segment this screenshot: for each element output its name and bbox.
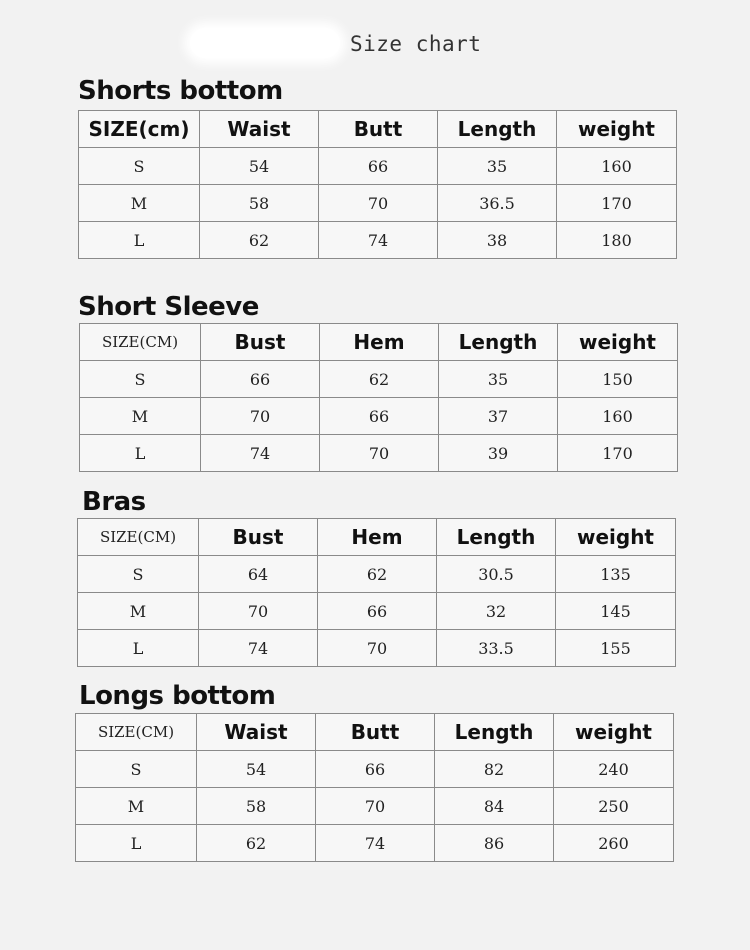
column-header: SIZE(cm): [79, 111, 200, 148]
column-header: Waist: [197, 714, 316, 751]
column-header: Butt: [316, 714, 435, 751]
table-cell: S: [80, 361, 201, 398]
table-cell: 70: [199, 593, 318, 630]
size-table-longs-bottom: [75, 713, 674, 862]
table-cell: 86: [435, 825, 554, 862]
table-row: [79, 222, 677, 259]
table-cell: 62: [320, 361, 439, 398]
column-header: Length: [439, 324, 558, 361]
table-row: [80, 435, 678, 472]
column-header: Butt: [319, 111, 438, 148]
table-cell: 70: [316, 788, 435, 825]
table-header-row: [76, 714, 674, 751]
table-cell: 58: [197, 788, 316, 825]
blurred-logo: [190, 28, 340, 58]
table-cell: 35: [439, 361, 558, 398]
table-cell: M: [78, 593, 199, 630]
table-cell: 62: [318, 556, 437, 593]
table-cell: S: [79, 148, 200, 185]
table-cell: 70: [201, 398, 320, 435]
table-cell: 145: [556, 593, 676, 630]
table-cell: 240: [554, 751, 674, 788]
table-cell: 135: [556, 556, 676, 593]
table-cell: 70: [318, 630, 437, 667]
table-row: [78, 556, 676, 593]
page-title: Size chart: [350, 32, 482, 56]
table-cell: 54: [200, 148, 319, 185]
table-cell: 39: [439, 435, 558, 472]
table-cell: 33.5: [437, 630, 556, 667]
table-cell: 66: [201, 361, 320, 398]
table-cell: S: [76, 751, 197, 788]
table-cell: 74: [316, 825, 435, 862]
table-cell: 62: [200, 222, 319, 259]
table-row: [80, 398, 678, 435]
column-header: SIZE(CM): [78, 519, 199, 556]
table-cell: 30.5: [437, 556, 556, 593]
table-row: [79, 148, 677, 185]
table-cell: L: [80, 435, 201, 472]
table-cell: 64: [199, 556, 318, 593]
table-cell: 66: [319, 148, 438, 185]
table-cell: 70: [319, 185, 438, 222]
table-cell: 54: [197, 751, 316, 788]
table-cell: 37: [439, 398, 558, 435]
section-heading-longs-bottom: Longs bottom: [79, 681, 276, 711]
table-cell: 250: [554, 788, 674, 825]
table-cell: M: [80, 398, 201, 435]
table-cell: 170: [557, 185, 677, 222]
column-header: Length: [435, 714, 554, 751]
section-heading-bras: Bras: [82, 487, 146, 517]
table-cell: 150: [558, 361, 678, 398]
table-cell: S: [78, 556, 199, 593]
table-row: [80, 361, 678, 398]
table-row: [78, 593, 676, 630]
table-cell: 66: [320, 398, 439, 435]
table-row: [76, 788, 674, 825]
column-header: Hem: [320, 324, 439, 361]
table-cell: L: [78, 630, 199, 667]
table-cell: 66: [316, 751, 435, 788]
table-cell: 155: [556, 630, 676, 667]
column-header: SIZE(CM): [76, 714, 197, 751]
table-row: [76, 825, 674, 862]
table-cell: 38: [438, 222, 557, 259]
table-cell: 62: [197, 825, 316, 862]
size-table-shorts-bottom: [78, 110, 677, 259]
table-cell: 160: [558, 398, 678, 435]
table-cell: 58: [200, 185, 319, 222]
table-header-row: [79, 111, 677, 148]
table-cell: 180: [557, 222, 677, 259]
column-header: SIZE(CM): [80, 324, 201, 361]
section-heading-short-sleeve: Short Sleeve: [78, 292, 259, 322]
table-cell: 35: [438, 148, 557, 185]
table-cell: 32: [437, 593, 556, 630]
column-header: Waist: [200, 111, 319, 148]
table-cell: 70: [320, 435, 439, 472]
table-cell: 74: [199, 630, 318, 667]
column-header: Bust: [201, 324, 320, 361]
table-cell: 260: [554, 825, 674, 862]
table-header-row: [78, 519, 676, 556]
column-header: weight: [554, 714, 674, 751]
column-header: weight: [556, 519, 676, 556]
column-header: Length: [437, 519, 556, 556]
section-heading-shorts-bottom: Shorts bottom: [78, 76, 283, 106]
table-cell: 160: [557, 148, 677, 185]
column-header: Bust: [199, 519, 318, 556]
table-cell: M: [79, 185, 200, 222]
column-header: Length: [438, 111, 557, 148]
table-row: [78, 630, 676, 667]
table-cell: 84: [435, 788, 554, 825]
table-cell: 36.5: [438, 185, 557, 222]
table-cell: 74: [201, 435, 320, 472]
size-table-short-sleeve: [79, 323, 678, 472]
column-header: Hem: [318, 519, 437, 556]
table-cell: 66: [318, 593, 437, 630]
table-cell: L: [79, 222, 200, 259]
table-row: [79, 185, 677, 222]
column-header: weight: [558, 324, 678, 361]
table-header-row: [80, 324, 678, 361]
table-cell: 170: [558, 435, 678, 472]
table-cell: L: [76, 825, 197, 862]
column-header: weight: [557, 111, 677, 148]
table-cell: 74: [319, 222, 438, 259]
table-row: [76, 751, 674, 788]
table-cell: M: [76, 788, 197, 825]
table-cell: 82: [435, 751, 554, 788]
size-table-bras: [77, 518, 676, 667]
